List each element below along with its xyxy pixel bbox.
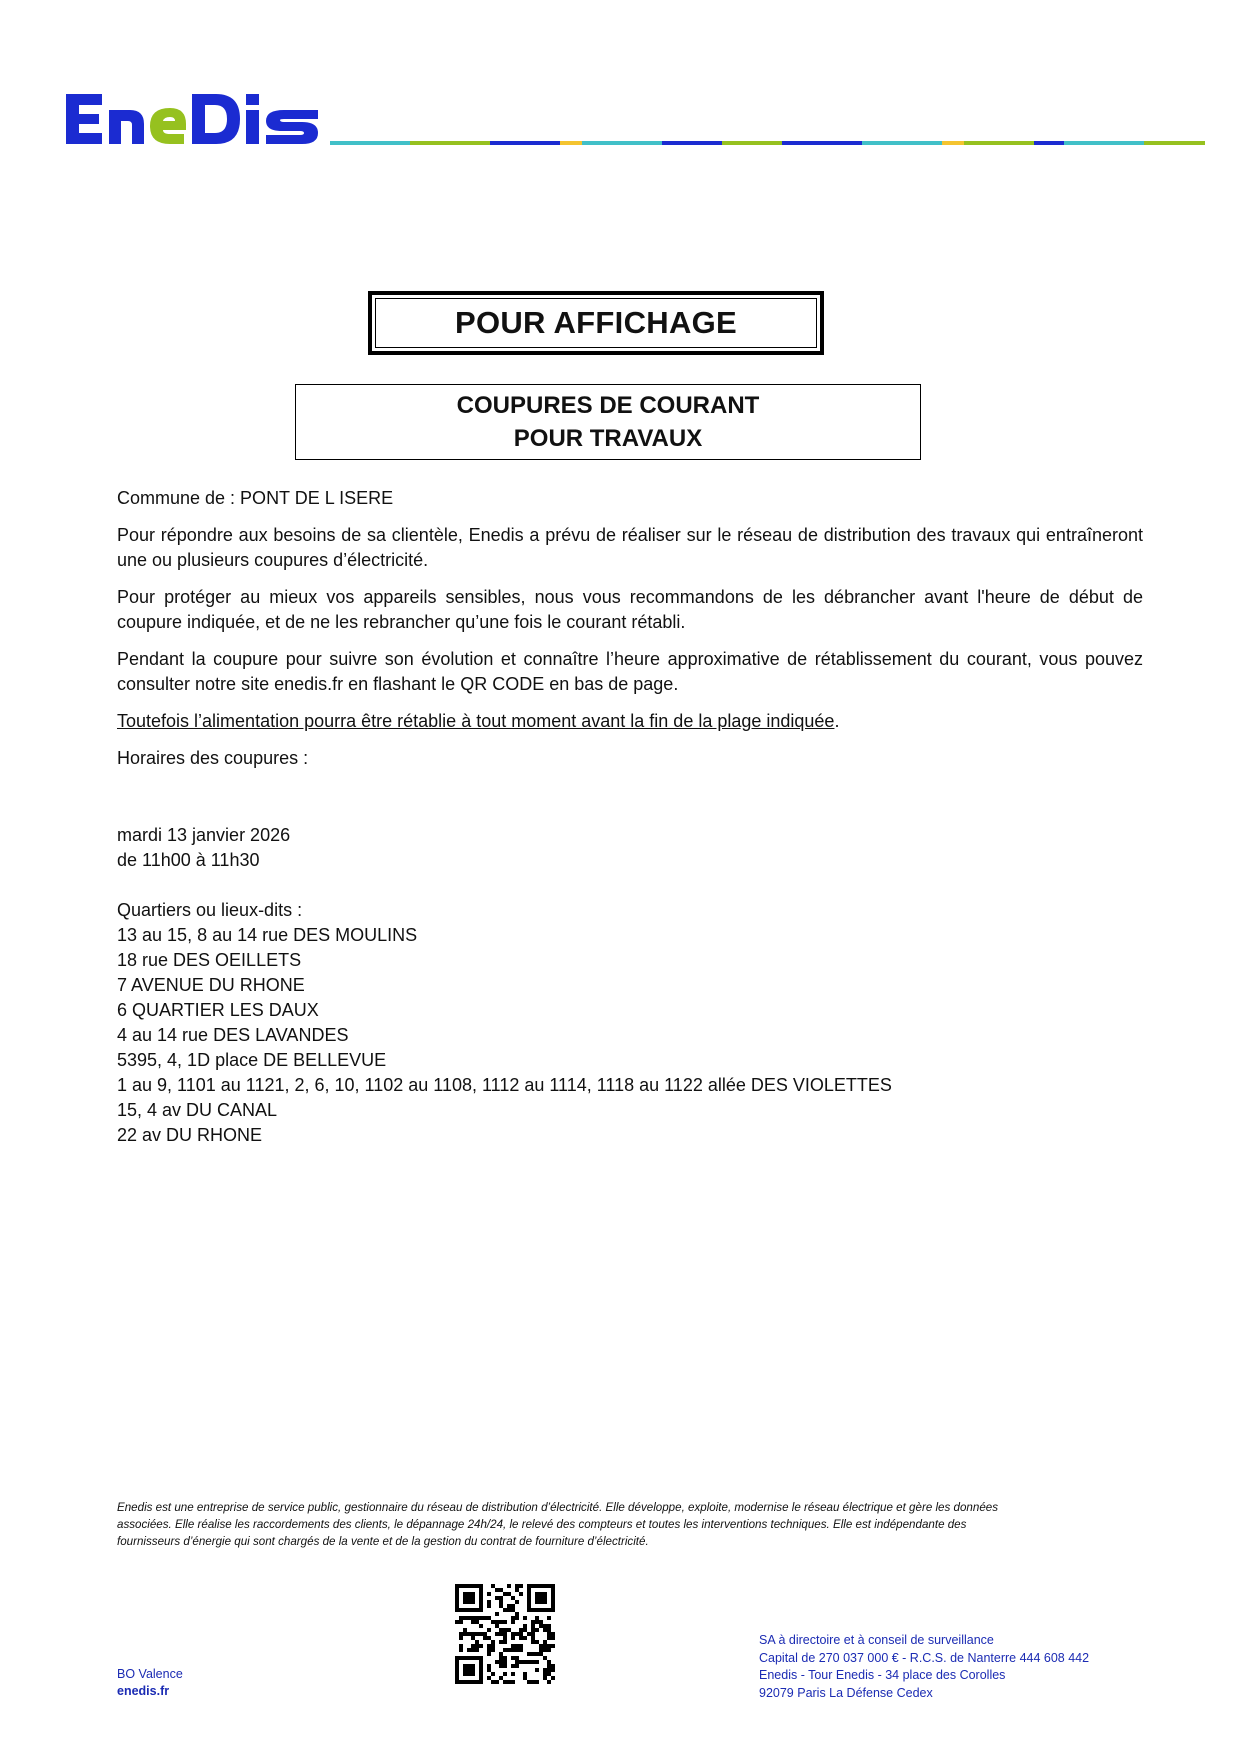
- notice-line: [117, 709, 1143, 734]
- area-item: 18 rue DES OEILLETS: [117, 950, 302, 970]
- area-item: 4 au 14 rue DES LAVANDES: [117, 1025, 349, 1045]
- poster-label-box: [368, 291, 824, 355]
- office-name: BO Valence: [117, 1667, 183, 1681]
- paragraph-advice: Pour protéger au mieux vos appareils sensibles, nous vous recommandons de les débrancher avant l'heure de début de coupure indiquée, et de ne les rebrancher qu’une fois le courant rétabli.: [117, 587, 1143, 632]
- outage-time-range: de 11h00 à 11h30: [117, 850, 260, 870]
- company-info-line: Enedis - Tour Enedis - 34 place des Corolles: [759, 1668, 1006, 1682]
- notice-title-line1: COUPURES DE COURANT: [456, 392, 760, 419]
- area-item: 15, 4 av DU CANAL: [117, 1100, 278, 1120]
- area-item: 22 av DU RHONE: [117, 1125, 263, 1145]
- legal-line: associées. Elle réalise les raccordements des clients, le dépannage 24h/24, le relevé des compteurs et toutes les interventions techniques. Elle est indépendante des: [117, 1518, 967, 1531]
- areas-heading: Quartiers ou lieux-dits :: [117, 900, 303, 920]
- paragraph-follow-up: Pendant la coupure pour suivre son évolution et connaître l’heure approximative de rétablissement du courant, vous pouvez consulter notre site enedis.fr en flashant le QR CODE en bas de page.: [117, 649, 1143, 694]
- schedule-heading: Horaires des coupures :: [117, 748, 309, 768]
- notice-end: .: [834, 711, 840, 731]
- header-color-rule: [330, 141, 1225, 145]
- paragraph-intro: Pour répondre aux besoins de sa clientèle, Enedis a prévu de réaliser sur le réseau de distribution des travaux qui entraîneront une ou plusieurs coupures d’électricité.: [117, 525, 1143, 570]
- company-info-line: Capital de 270 037 000 € - R.C.S. de Nanterre 444 608 442: [759, 1650, 1090, 1665]
- legal-notice: [117, 1499, 1117, 1550]
- company-info-line: 92079 Paris La Défense Cedex: [759, 1685, 933, 1700]
- qr-code[interactable]: [455, 1584, 555, 1684]
- footer-company-info: [759, 1632, 1089, 1702]
- area-item: 5395, 4, 1D place DE BELLEVUE: [117, 1050, 387, 1070]
- enedis-logo: [62, 88, 322, 150]
- commune-line: Commune de : PONT DE L ISERE: [117, 488, 394, 508]
- website-link[interactable]: enedis.fr: [117, 1684, 170, 1698]
- area-item: 13 au 15, 8 au 14 rue DES MOULINS: [117, 925, 418, 945]
- company-info-line: SA à directoire et à conseil de surveillance: [759, 1633, 994, 1647]
- footer-office: [117, 1666, 183, 1700]
- area-item: 6 QUARTIER LES DAUX: [117, 1000, 319, 1020]
- notice-title-line2: POUR TRAVAUX: [513, 425, 703, 452]
- legal-line: Enedis est une entreprise de service public, gestionnaire du réseau de distribution d’électricité. Elle développe, exploite, modernise le réseau électrique et gère les données: [117, 1501, 999, 1514]
- notice-body: [117, 486, 1143, 1148]
- area-item: 1 au 9, 1101 au 1121, 2, 6, 10, 1102 au 1108, 1112 au 1114, 1118 au 1122 allée DES VIOLETTES: [117, 1075, 892, 1095]
- notice-title-box: [295, 384, 921, 460]
- area-item: 7 AVENUE DU RHONE: [117, 975, 305, 995]
- notice-underlined-text: Toutefois l’alimentation pourra être rétablie à tout moment avant la fin de la plage indiquée: [117, 711, 835, 731]
- outage-date: mardi 13 janvier 2026: [117, 825, 291, 845]
- poster-label: POUR AFFICHAGE: [375, 298, 817, 348]
- legal-line: fournisseurs d’énergie qui sont chargés de la vente et de la gestion du contrat de fourniture d’électricité.: [117, 1535, 649, 1548]
